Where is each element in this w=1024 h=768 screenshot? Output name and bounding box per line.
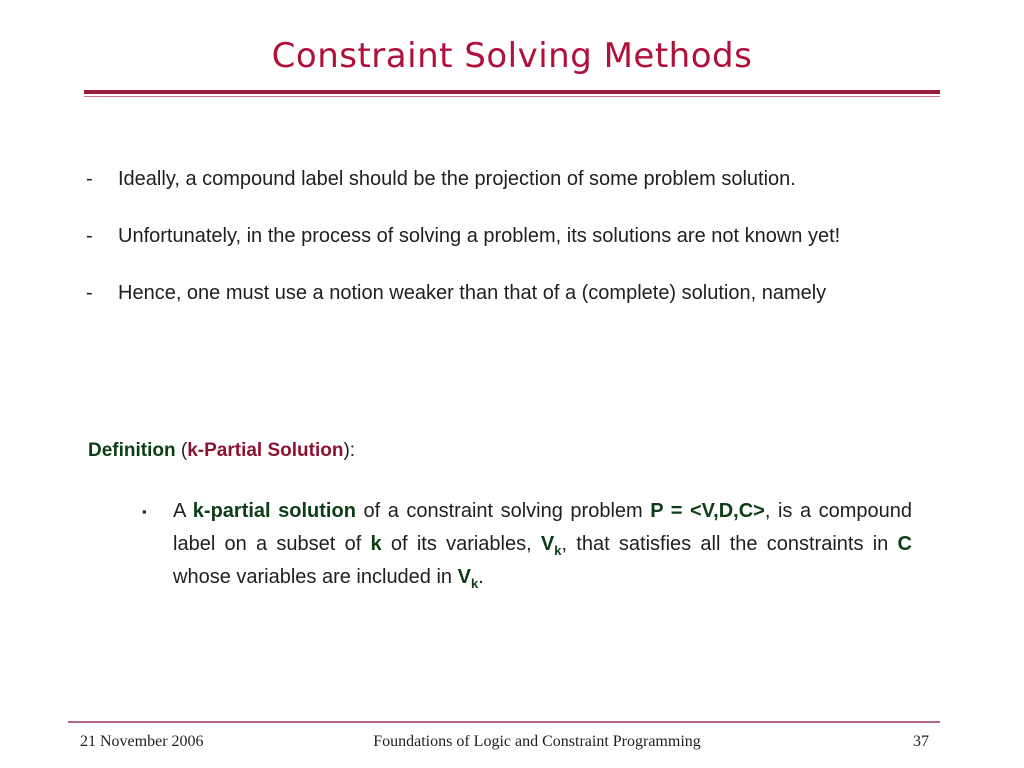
definition-bullet: [142, 495, 912, 594]
bullet-item: [86, 277, 912, 310]
def-text-part: whose variables are included in: [173, 566, 458, 588]
bullet-item: [86, 220, 912, 253]
def-bold-term: [457, 566, 479, 591]
definition-label: Definition: [88, 440, 176, 461]
definition-heading: [88, 436, 355, 466]
title-divider: [84, 90, 940, 97]
def-var: V: [540, 533, 555, 555]
square-bullet-icon: ▪: [142, 504, 147, 519]
slide-title: Constraint Solving Methods: [271, 36, 753, 76]
bullet-marker: -: [86, 225, 93, 247]
definition-term: k-Partial Solution: [187, 440, 344, 461]
def-text-part: A: [173, 500, 193, 522]
def-bold-term: k: [370, 533, 382, 555]
def-bold-term: [540, 533, 562, 558]
footer-page-number: 37: [913, 733, 929, 750]
bullet-list: [86, 163, 912, 334]
def-text-part: of its variables,: [381, 533, 541, 555]
bullet-text: Unfortunately, in the process of solving a problem, its solutions are not known yet!: [118, 225, 841, 247]
def-text-part: , is a compound label on a subset of: [173, 500, 913, 555]
def-text-part: , that satisfies all the constraints in: [561, 533, 898, 555]
bullet-text: Ideally, a compound label should be the projection of some problem solution.: [118, 168, 796, 190]
footer-divider: [68, 721, 940, 723]
definition-open-paren: (: [175, 440, 188, 461]
bullet-text: Hence, one must use a notion weaker than that of a (complete) solution, namely: [118, 282, 827, 304]
footer-date: 21 November 2006: [80, 733, 204, 750]
definition-close: ):: [343, 440, 356, 461]
definition-text: [173, 495, 912, 594]
def-bold-term: P = <V,D,C>: [650, 500, 765, 522]
def-subscript: k: [470, 576, 479, 591]
def-subscript: k: [554, 543, 562, 558]
def-text-part: .: [478, 566, 484, 588]
bullet-marker: -: [86, 168, 93, 190]
def-var: V: [457, 566, 471, 588]
footer-course: Foundations of Logic and Constraint Programming: [373, 733, 701, 750]
def-bold-term: C: [897, 533, 912, 555]
bullet-marker: -: [86, 282, 93, 304]
bullet-item: [86, 163, 912, 196]
def-bold-term: k-partial solution: [192, 500, 356, 522]
def-text-part: of a constraint solving problem: [355, 500, 651, 522]
